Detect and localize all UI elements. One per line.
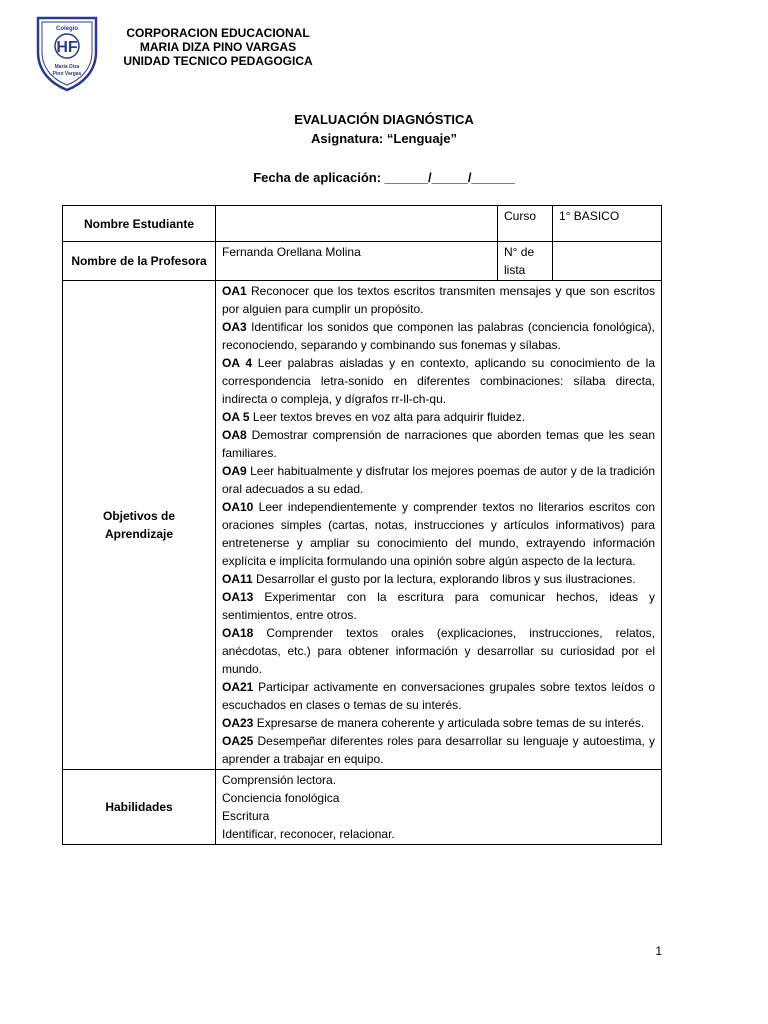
- objective-item: [222, 588, 655, 624]
- objective-item: [222, 408, 655, 426]
- skills-label: Habilidades: [63, 770, 216, 845]
- document-title: EVALUACIÓN DIAGNÓSTICA: [294, 112, 474, 127]
- skills-row: [63, 770, 662, 845]
- objective-text: Desarrollar el gusto por la lectura, explorando libros y sus ilustraciones.: [256, 572, 636, 586]
- skill-item: Escritura: [222, 809, 270, 823]
- objective-code: OA9: [222, 464, 247, 478]
- objective-item: [222, 282, 655, 318]
- objective-item: [222, 732, 655, 768]
- curso-value: 1° BASICO: [553, 206, 662, 242]
- teacher-value: Fernanda Orellana Molina: [216, 242, 498, 281]
- subject-title: Asignatura: “Lenguaje”: [311, 131, 457, 146]
- objective-code: OA10: [222, 500, 254, 514]
- institution-line-1: CORPORACION EDUCACIONAL: [126, 26, 310, 40]
- objective-text: Expresarse de manera coherente y articulada sobre temas de su interés.: [256, 716, 645, 730]
- objective-text: Leer textos breves en voz alta para adquirir fluidez.: [252, 410, 526, 424]
- objective-text: Comprender textos orales (explicaciones, instrucciones, relatos, anécdotas, etc.) para obtener información y desarrollar su curiosidad por el mundo.: [222, 626, 655, 676]
- skill-item: Comprensión lectora.: [222, 773, 337, 787]
- objective-code: OA 5: [222, 410, 250, 424]
- logo-text-hf: HF: [56, 39, 78, 56]
- objective-item: [222, 714, 655, 732]
- objective-text: Identificar los sonidos que componen las palabras (conciencia fonológica), reconociendo, separando y combinando sus fonemas y sílabas.: [222, 320, 655, 352]
- objective-item: [222, 354, 655, 408]
- objective-text: Experimentar con la escritura para comunicar hechos, ideas y sentimientos, entre otros.: [222, 590, 655, 622]
- skills-list: [216, 770, 662, 845]
- application-date: Fecha de aplicación: ______/_____/______: [253, 170, 515, 185]
- evaluation-table: [62, 205, 662, 845]
- objective-code: OA18: [222, 626, 254, 640]
- institution-header: [108, 26, 328, 68]
- objective-item: [222, 426, 655, 462]
- objective-item: [222, 318, 655, 354]
- objective-item: [222, 570, 655, 588]
- objectives-row: [63, 281, 662, 770]
- teacher-label: Nombre de la Profesora: [63, 242, 216, 281]
- objective-code: OA1: [222, 284, 247, 298]
- page-number: 1: [655, 944, 662, 958]
- objective-text: Leer habitualmente y disfrutar los mejores poemas de autor y de la tradición oral adecuados a su edad.: [222, 464, 656, 496]
- teacher-row: [63, 242, 662, 281]
- logo-text-colegio: Colegio: [56, 26, 78, 32]
- objectives-label: Objetivos de Aprendizaje: [63, 281, 216, 770]
- objective-text: Demostrar comprensión de narraciones que aborden temas que les sean familiares.: [222, 428, 655, 460]
- objective-item: [222, 462, 655, 498]
- objective-code: OA8: [222, 428, 247, 442]
- student-value[interactable]: [216, 206, 498, 242]
- objectives-list: [216, 281, 662, 770]
- objective-code: OA21: [222, 680, 254, 694]
- curso-label: Curso: [498, 206, 553, 242]
- objective-text: Reconocer que los textos escritos transmiten mensajes y que son escritos por alguien para cumplir un propósito.: [222, 284, 656, 316]
- list-label: N° de lista: [498, 242, 553, 281]
- institution-line-3: UNIDAD TECNICO PEDAGOGICA: [123, 54, 313, 68]
- logo-text-name1: María Diza: [54, 64, 80, 70]
- objective-item: [222, 624, 655, 678]
- objective-code: OA13: [222, 590, 254, 604]
- objective-item: [222, 498, 655, 570]
- institution-line-2: MARIA DIZA PINO VARGAS: [139, 40, 297, 54]
- skill-item: Conciencia fonológica: [222, 791, 340, 805]
- objective-code: OA3: [222, 320, 247, 334]
- student-row: [63, 206, 662, 242]
- objective-code: OA23: [222, 716, 254, 730]
- objective-text: Desempeñar diferentes roles para desarrollar su lenguaje y autoestima, y aprender a trabajar en equipo.: [222, 734, 655, 766]
- list-value[interactable]: [553, 242, 662, 281]
- objective-code: OA11: [222, 572, 253, 586]
- objective-text: Participar activamente en conversaciones grupales sobre textos leídos o escuchados en clases o temas de su interés.: [222, 680, 655, 712]
- student-label: Nombre Estudiante: [63, 206, 216, 242]
- skill-item: Identificar, reconocer, relacionar.: [222, 827, 395, 841]
- objective-code: OA25: [222, 734, 254, 748]
- objective-text: Leer independientemente y comprender textos no literarios escritos con oraciones simples (cartas, notas, instrucciones y artículos informativos) para entretenerse y ampliar su conocimiento del mundo, extrayendo información explícita e implícita formulando una opinión sobre algún aspecto de la lectura.: [222, 500, 655, 568]
- school-logo: [34, 12, 100, 92]
- objective-item: [222, 678, 655, 714]
- objective-code: OA 4: [222, 356, 252, 370]
- logo-text-name2: Pino Vargas: [52, 71, 82, 77]
- objective-text: Leer palabras aisladas y en contexto, aplicando su conocimiento de la correspondencia letra-sonido en diferentes combinaciones: sílaba directa, indirecta o compleja, y dígrafos rr-ll-ch-qu.: [222, 356, 656, 406]
